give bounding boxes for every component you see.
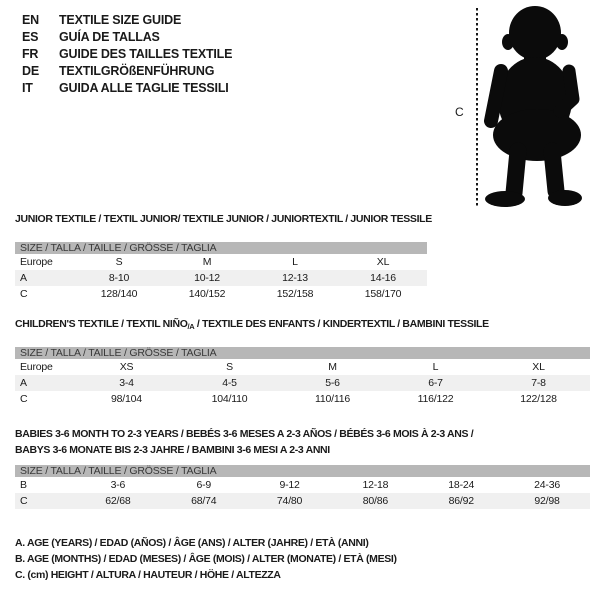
size-cell: 7-8 xyxy=(531,377,546,389)
size-cell: 6-7 xyxy=(428,377,443,389)
lang-code: IT xyxy=(22,80,33,95)
table-row-age xyxy=(15,270,427,286)
size-header-bar: SIZE / TALLA / TAILLE / GRÖSSE / TAGLIA xyxy=(15,347,590,359)
size-cell: 12-13 xyxy=(282,272,308,284)
row-label: B xyxy=(20,479,27,491)
title-line-2: BABYS 3-6 MONATE BIS 2-3 JAHRE / BAMBINI 3-6 MESI A 2-3 ANNI xyxy=(15,443,330,456)
size-cell: 8-10 xyxy=(108,272,130,284)
row-label: A xyxy=(20,377,27,389)
row-label: Europe xyxy=(20,361,53,373)
size-cell: 140/152 xyxy=(188,288,226,300)
size-cell: 9-12 xyxy=(279,479,300,491)
table-row-months xyxy=(15,477,590,493)
title-prefix: CHILDREN'S TEXTILE / TEXTIL NIÑO xyxy=(15,318,188,330)
row-label: A xyxy=(20,272,27,284)
size-cell: 122/128 xyxy=(520,393,557,405)
table-title xyxy=(15,318,590,333)
height-figure xyxy=(452,3,600,213)
size-cell: 128/140 xyxy=(100,288,138,300)
size-cell: 116/122 xyxy=(417,393,454,405)
height-measure-line xyxy=(476,8,478,208)
size-cell: 14-16 xyxy=(370,272,396,284)
lang-row-es xyxy=(22,28,232,45)
size-cell: 68/74 xyxy=(191,495,217,507)
lang-code: DE xyxy=(22,63,39,78)
lang-row-it xyxy=(22,79,232,96)
lang-code: FR xyxy=(22,46,39,61)
table-row-europe xyxy=(15,254,427,270)
title-line-1: BABIES 3-6 MONTH TO 2-3 YEARS / BEBÉS 3-6 MESES A 2-3 AÑOS / BÉBÉS 3-6 MOIS À 2-3 ANS / xyxy=(15,428,474,440)
size-cell: XL xyxy=(532,361,545,373)
lang-row-en xyxy=(22,11,232,28)
size-cell: XS xyxy=(119,361,134,373)
row-label: C xyxy=(20,393,28,405)
note-age-months: B. AGE (MONTHS) / EDAD (MESES) / ÂGE (MOIS) / ALTER (MONATE) / ETÀ (MESI) xyxy=(15,553,397,565)
table-row-europe xyxy=(15,359,590,375)
childrens-textile-table xyxy=(15,318,590,407)
size-cell: 3-4 xyxy=(119,377,134,389)
row-label: C xyxy=(20,288,28,300)
lang-row-fr xyxy=(22,45,232,62)
babies-textile-table xyxy=(15,427,590,509)
junior-textile-table xyxy=(15,213,432,302)
size-cell: L xyxy=(292,256,298,268)
size-cell: 74/80 xyxy=(276,495,303,507)
size-cell: M xyxy=(202,256,212,268)
size-cell: 62/68 xyxy=(105,495,131,507)
lang-code: ES xyxy=(22,29,39,44)
title-suffix: / TEXTILE DES ENFANTS / KINDERTEXTIL / BAMBINI TESSILE xyxy=(194,318,489,330)
note-age-years: A. AGE (YEARS) / EDAD (AÑOS) / ÂGE (ANS) / ALTER (JAHRE) / ETÀ (ANNI) xyxy=(15,537,369,549)
size-cell: 110/116 xyxy=(315,393,350,405)
language-guide-list xyxy=(22,11,232,96)
size-cell: 10-12 xyxy=(194,272,220,284)
size-cell: S xyxy=(115,256,123,268)
size-cell: 158/170 xyxy=(364,288,402,300)
lang-label: TEXTILE SIZE GUIDE xyxy=(59,12,182,27)
size-cell: XL xyxy=(376,256,390,268)
size-cell: 92/98 xyxy=(534,495,560,507)
size-cell: 3-6 xyxy=(110,479,126,491)
size-cell: L xyxy=(432,361,439,373)
size-cell: 152/158 xyxy=(276,288,314,300)
size-cell: 6-9 xyxy=(196,479,212,491)
row-label: C xyxy=(20,495,28,507)
size-cell: S xyxy=(226,361,233,373)
height-c-label: C xyxy=(455,105,464,119)
toddler-silhouette-icon xyxy=(484,3,596,211)
size-cell: 18-24 xyxy=(448,479,475,491)
note-height-cm: C. (cm) HEIGHT / ALTURA / HAUTEUR / HÖHE / ALTEZZA xyxy=(15,569,281,581)
lang-label: GUIDA ALLE TAGLIE TESSILI xyxy=(59,80,229,95)
size-header-bar: SIZE / TALLA / TAILLE / GRÖSSE / TAGLIA xyxy=(15,465,590,477)
lang-label: TEXTILGRÖßENFÜHRUNG xyxy=(59,63,215,78)
size-cell: 24-36 xyxy=(534,479,560,491)
size-cell: 98/104 xyxy=(111,393,142,405)
table-title: JUNIOR TEXTILE / TEXTIL JUNIOR/ TEXTILE JUNIOR / JUNIORTEXTIL / JUNIOR TESSILE xyxy=(15,213,432,225)
size-cell: 5-6 xyxy=(325,377,340,389)
table-row-age xyxy=(15,375,590,391)
lang-code: EN xyxy=(22,12,39,27)
size-header-bar: SIZE / TALLA / TAILLE / GRÖSSE / TAGLIA xyxy=(15,242,427,254)
lang-row-de xyxy=(22,62,232,79)
size-cell: 12-18 xyxy=(362,479,389,491)
size-cell: 104/110 xyxy=(211,393,248,405)
size-cell: 4-5 xyxy=(222,377,237,389)
lang-label: GUÍA DE TALLAS xyxy=(59,29,160,44)
row-label: Europe xyxy=(20,256,53,268)
table-row-height xyxy=(15,286,427,302)
size-cell: 80/86 xyxy=(362,495,389,507)
table-title xyxy=(15,427,590,458)
table-row-height xyxy=(15,391,590,407)
size-cell: 86/92 xyxy=(448,495,474,507)
size-cell: M xyxy=(328,361,337,373)
legend-notes xyxy=(15,535,397,583)
table-row-height xyxy=(15,493,590,509)
lang-label: GUIDE DES TAILLES TEXTILE xyxy=(59,46,233,61)
title-subscript: /A xyxy=(187,322,195,331)
